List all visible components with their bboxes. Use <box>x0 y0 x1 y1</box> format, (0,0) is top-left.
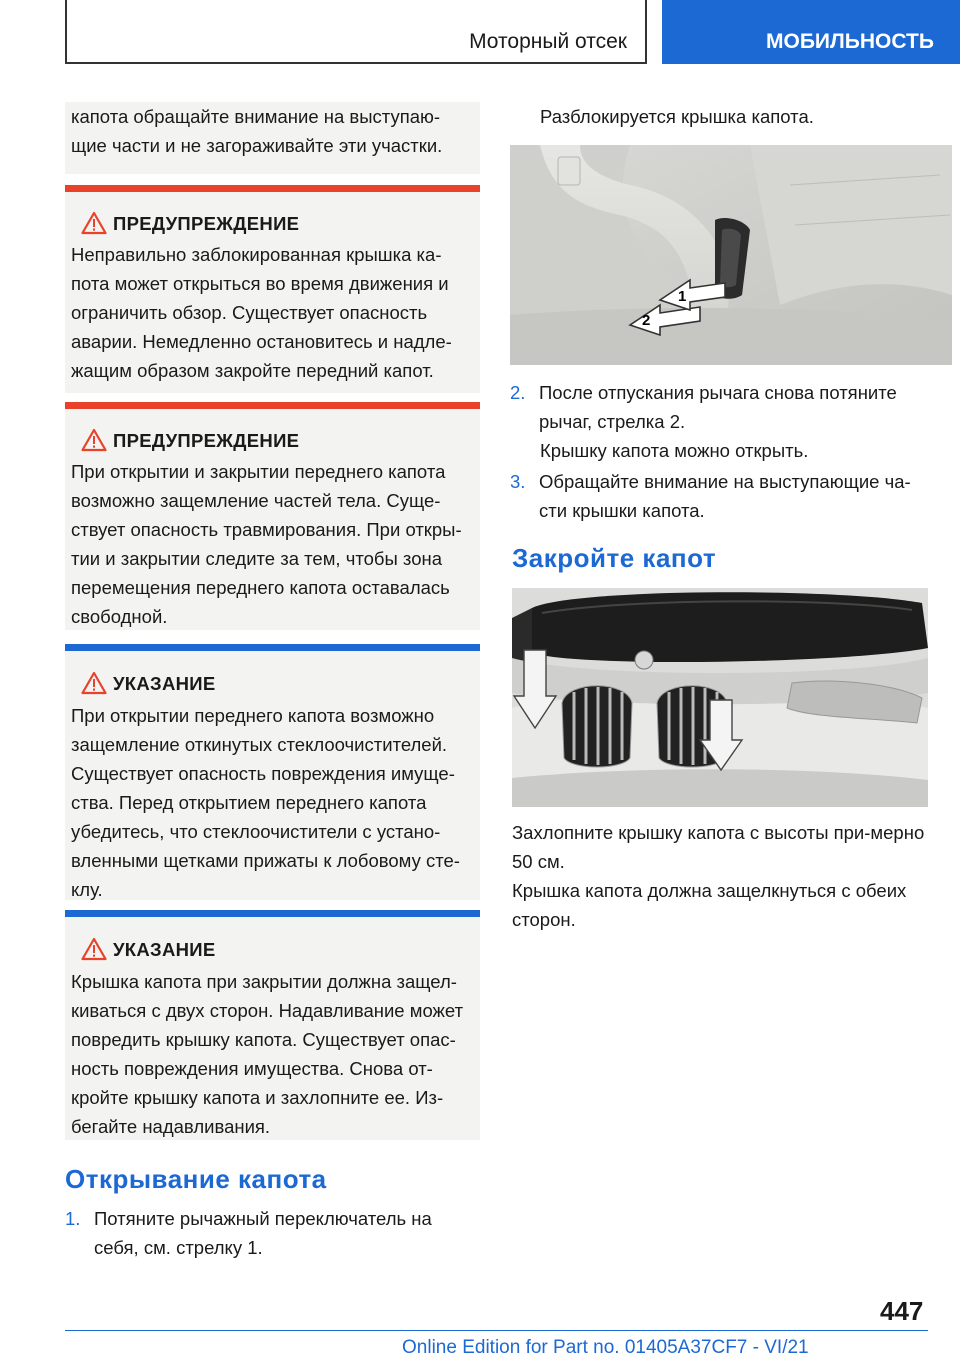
notice-box-1 <box>65 644 480 900</box>
close-instruction-2: Крышка капота должна защелкнуться с обеих сторон. <box>512 880 907 930</box>
unlock-text: Разблокируется крышка капота. <box>540 106 814 127</box>
intro-box <box>65 102 480 174</box>
footer-edition: Online Edition for Part no. 01405A37CF7 - VI/21 <box>402 1337 809 1358</box>
notice-text: При открытии переднего капота возможно защемление откинутых стеклоочистителей. Существует опасность повреждения имуще-ства. Перед открытием переднего капота убедитесь, что стеклоочистители с устано-вленными щетками прижаты к лобовому сте-клу. <box>71 705 460 900</box>
header-chapter-tab <box>662 0 960 64</box>
notice-title: УКАЗАНИЕ <box>113 939 216 960</box>
step-text: После отпускания рычага снова потяните рычаг, стрелка 2. <box>539 382 897 432</box>
page-number: 447 <box>880 1296 924 1326</box>
arrow-label-1: 1 <box>678 288 687 305</box>
notice-box-2 <box>65 910 480 1140</box>
warning-title: ПРЕДУПРЕЖДЕНИЕ <box>113 213 300 234</box>
warning-triangle-icon <box>81 671 107 695</box>
step-number: 2. <box>510 382 526 403</box>
arrow-label-2: 2 <box>642 312 651 329</box>
step-text: Обращайте внимание на выступающие ча-сти крышки капота. <box>539 471 911 521</box>
car-front-illustration <box>512 588 928 807</box>
step-3 <box>510 467 928 527</box>
header-section-tab <box>65 0 647 64</box>
warning-title: ПРЕДУПРЕЖДЕНИЕ <box>113 430 300 451</box>
warning-bar <box>65 402 480 409</box>
hood-release-lever-image <box>510 145 952 365</box>
warning-text: При открытии и закрытии переднего капота возможно защемление частей тела. Суще-ствует опасность травмирования. При откры-тии и закрытии следите за тем, чтобы зона перемещения переднего капота оставалась свободной. <box>71 461 462 627</box>
warning-triangle-icon <box>81 428 107 452</box>
notice-bar <box>65 644 480 651</box>
notice-text: Крышка капота при закрытии должна защел-киваться с двух сторон. Надавливание может повредить крышку капота. Существует опас-ность повреждения имущества. Снова от-кройте крышку капота и захлопните ее. Из-бегайте надавливания. <box>71 971 464 1137</box>
section-heading-close: Закройте капот <box>512 543 717 573</box>
warning-triangle-icon <box>81 937 107 961</box>
warning-box-1 <box>65 185 480 393</box>
warning-text: Неправильно заблокированная крышка ка-пота может открыться во время движения и ограничить обзор. Существует опасность аварии. Немедленно остановитесь и надле-жащим образом закройте передний капот. <box>71 244 452 381</box>
warning-bar <box>65 185 480 192</box>
section-heading-open: Открывание капота <box>65 1164 327 1194</box>
notice-bar <box>65 910 480 917</box>
step-number: 3. <box>510 471 526 492</box>
header-chapter-title: МОБИЛЬНОСТЬ <box>766 30 934 53</box>
header-section-title: Моторный отсек <box>469 30 627 53</box>
warning-triangle-icon <box>81 211 107 235</box>
intro-text: капота обращайте внимание на выступаю-щие части и не загораживайте эти участки. <box>71 106 443 156</box>
step-1 <box>65 1204 465 1264</box>
notice-title: УКАЗАНИЕ <box>113 673 216 694</box>
step-text: Потяните рычажный переключатель на себя, см. стрелку 1. <box>94 1208 432 1258</box>
step-number: 1. <box>65 1208 81 1229</box>
step-2-note: Крышку капота можно открыть. <box>540 440 809 461</box>
close-instruction-1: Захлопните крышку капота с высоты при-мерно 50 см. <box>512 822 925 872</box>
close-hood-image <box>512 588 928 807</box>
step-2 <box>510 378 928 438</box>
hood-release-illustration <box>510 145 952 365</box>
footer-divider <box>65 1330 928 1331</box>
warning-box-2 <box>65 402 480 630</box>
